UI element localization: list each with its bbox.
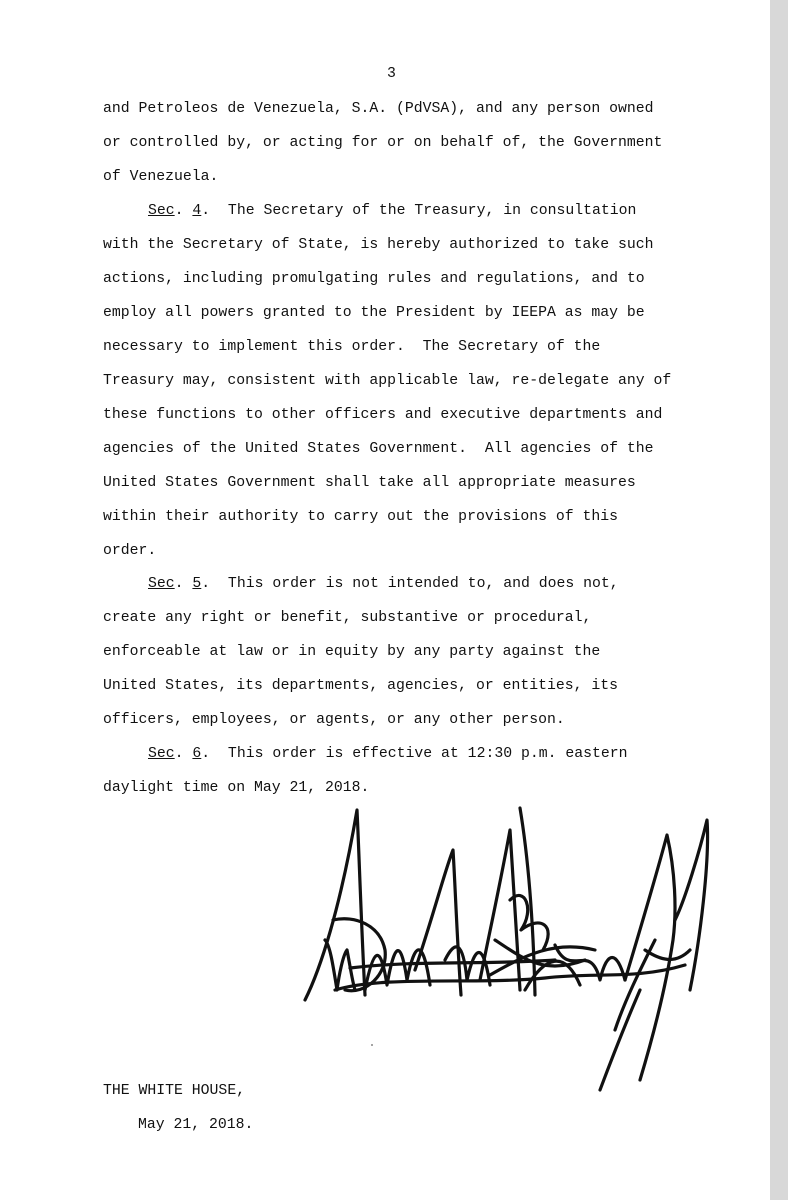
section-label: Sec — [148, 576, 175, 592]
signature-image — [295, 790, 735, 1120]
text-line: actions, including promulgating rules and regulations, and to — [103, 271, 645, 287]
section-first-line: . This order is not intended to, and does not, — [201, 576, 619, 592]
section-number: 5 — [192, 576, 202, 592]
text-line: United States, its departments, agencies, or entities, its — [103, 678, 619, 694]
section-5-heading: Sec. 5. This order is not intended to, and does not, — [148, 576, 619, 592]
section-6-heading: Sec. 6. This order is effective at 12:30 p.m. eastern — [148, 746, 628, 762]
text-line: Treasury may, consistent with applicable law, re-delegate any of — [103, 373, 672, 389]
section-number: 4 — [192, 203, 202, 219]
text-line: create any right or benefit, substantive or procedural, — [103, 610, 592, 626]
section-label: Sec — [148, 203, 175, 219]
text-line: officers, employees, or agents, or any other person. — [103, 712, 565, 728]
text-line: of Venezuela. — [103, 169, 219, 185]
text-line: with the Secretary of State, is hereby authorized to take such — [103, 237, 654, 253]
section-first-line: . This order is effective at 12:30 p.m. eastern — [201, 746, 628, 762]
section-4-heading: Sec. 4. The Secretary of the Treasury, in consultation — [148, 203, 637, 219]
scan-edge — [770, 0, 788, 1200]
text-line: daylight time on May 21, 2018. — [103, 780, 370, 796]
text-line: these functions to other officers and executive departments and — [103, 407, 663, 423]
closing-place: THE WHITE HOUSE, — [103, 1083, 246, 1099]
text-line: necessary to implement this order. The Secretary of the — [103, 339, 601, 355]
text-line: United States Government shall take all appropriate measures — [103, 475, 636, 491]
page-number: 3 — [387, 66, 396, 82]
section-number: 6 — [192, 746, 202, 762]
text-line: order. — [103, 543, 157, 559]
text-line: and Petroleos de Venezuela, S.A. (PdVSA), and any person owned — [103, 101, 654, 117]
text-line: employ all powers granted to the President by IEEPA as may be — [103, 305, 645, 321]
section-label: Sec — [148, 746, 175, 762]
text-line: enforceable at law or in equity by any party against the — [103, 644, 601, 660]
text-line: within their authority to carry out the provisions of this — [103, 509, 619, 525]
text-line: or controlled by, or acting for or on behalf of, the Government — [103, 135, 663, 151]
section-first-line: . The Secretary of the Treasury, in consultation — [201, 203, 637, 219]
text-line: agencies of the United States Government. All agencies of the — [103, 441, 654, 457]
closing-date: May 21, 2018. — [138, 1117, 254, 1133]
